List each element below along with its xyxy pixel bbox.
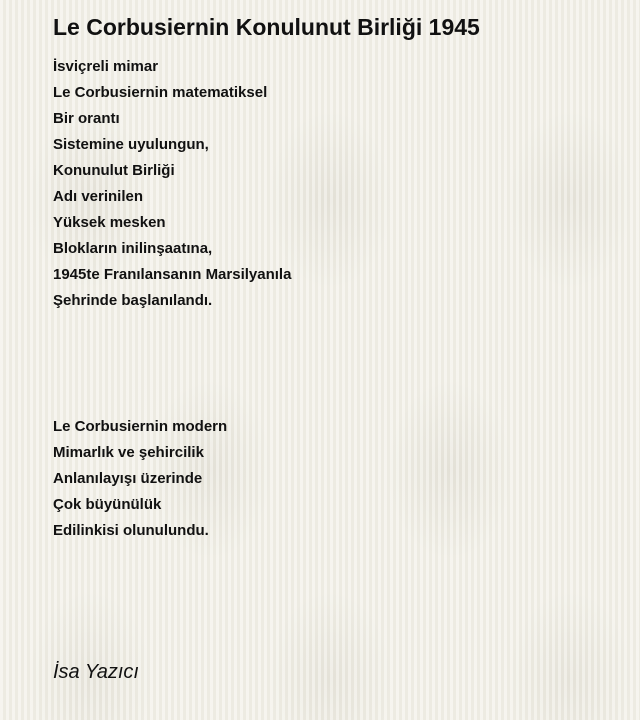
poem-line: Edilinkisi olunulundu. [53,522,209,539]
poem-line: Sistemine uyulungun, [53,136,209,153]
poem-author: İsa Yazıcı [53,661,139,683]
poem-line: Blokların inilinşaatına, [53,240,213,257]
poem-line: Bir orantı [53,110,120,127]
stanza-2 [53,414,227,544]
stanza-1 [53,54,291,314]
poem-line: Mimarlık ve şehircilik [53,444,204,461]
poem-line: Le Corbusiernin matematiksel [53,84,268,101]
poem-line: Anlanılayışı üzerinde [53,470,203,487]
poem-line: İsviçreli mimar [53,58,159,75]
poem-line: Le Corbusiernin modern [53,418,228,435]
poem-line: Çok büyünülük [53,496,162,513]
poem-line: Konunulut Birliği [53,162,175,179]
poem-line: 1945te Franılansanın Marsilyanıla [53,266,292,283]
poem-line: Adı verinilen [53,188,144,205]
poem-line: Şehrinde başlanılandı. [53,292,213,309]
poem-title: Le Corbusiernin Konulunut Birliği 1945 [53,14,480,40]
poem-line: Yüksek mesken [53,214,166,231]
